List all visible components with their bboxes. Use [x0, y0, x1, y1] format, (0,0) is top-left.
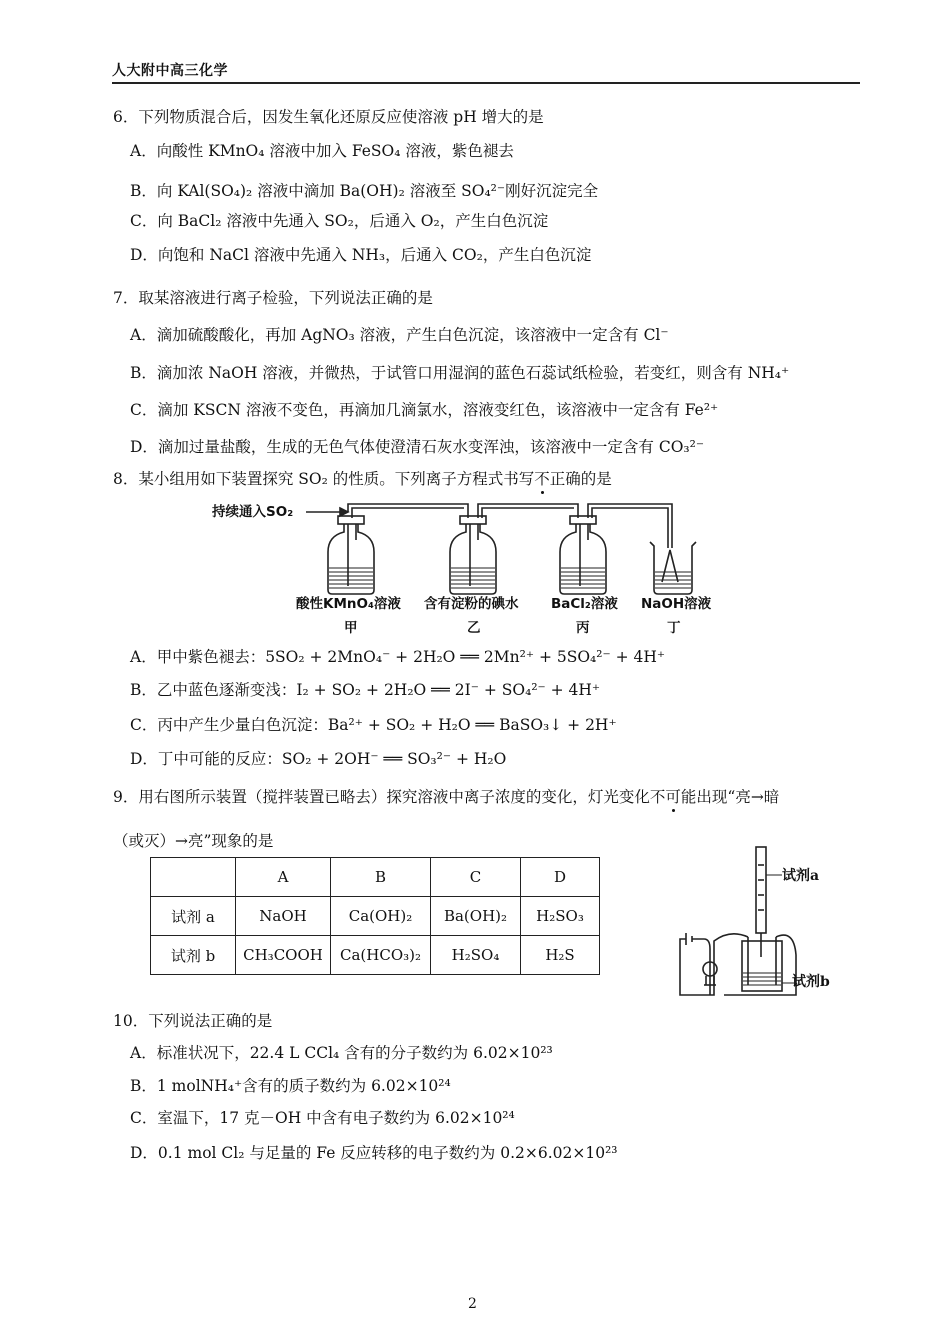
q6-stem: 6．下列物质混合后，因发生氧化还原反应使溶液 pH 增大的是	[113, 108, 544, 126]
table-cell: Ca(HCO₃)₂	[331, 936, 431, 975]
q9-stem-post: 出现“亮→暗	[696, 788, 780, 806]
bottle-jia-name: 甲	[344, 620, 358, 636]
q10-option-b: B．1 molNH₄⁺含有的质子数约为 6.02×10²⁴	[130, 1077, 451, 1095]
q10-option-c: C．室温下，17 克－OH 中含有电子数约为 6.02×10²⁴	[130, 1109, 515, 1127]
q6-option-d: D．向饱和 NaCl 溶液中先通入 NH₃，后通入 CO₂，产生白色沉淀	[130, 246, 592, 264]
table-header-cell: A	[236, 858, 331, 897]
q8-stem-post: 正确的是	[549, 470, 612, 488]
so2-apparatus-diagram	[210, 490, 730, 640]
page-header: 人大附中高三化学	[112, 60, 860, 84]
q8-stem-emphasis: 不	[534, 470, 550, 488]
q9-stem-line1	[113, 786, 779, 808]
beaker-ding-solution: NaOH溶液	[641, 596, 712, 612]
q8-option-d: D．丁中可能的反应：SO₂ + 2OH⁻ ══ SO₃²⁻ + H₂O	[130, 750, 507, 768]
q7-option-a: A．滴加硫酸酸化，再加 AgNO₃ 溶液，产生白色沉淀，该溶液中一定含有 Cl⁻	[130, 326, 669, 344]
q7-option-c: C．滴加 KSCN 溶液不变色，再滴加几滴氯水，溶液变红色，该溶液中一定含有 Fe²⁺	[130, 401, 719, 419]
q10-option-a: A．标准状况下，22.4 L CCl₄ 含有的分子数约为 6.02×10²³	[130, 1044, 553, 1062]
bottle-bing-name: 丙	[576, 620, 590, 636]
table-header-cell: D	[521, 858, 600, 897]
q6-option-b: B．向 KAl(SO₄)₂ 溶液中滴加 Ba(OH)₂ 溶液至 SO₄²⁻刚好沉淀完全	[130, 182, 599, 200]
table-cell: Ba(OH)₂	[431, 897, 521, 936]
table-cell: NaOH	[236, 897, 331, 936]
q10-option-d: D．0.1 mol Cl₂ 与足量的 Fe 反应转移的电子数约为 0.2×6.02×10²³	[130, 1144, 618, 1162]
table-header-cell: C	[431, 858, 521, 897]
table-header-row	[151, 858, 600, 897]
table-cell: 试剂 b	[151, 936, 236, 975]
q7-option-d: D．滴加过量盐酸，生成的无色气体使澄清石灰水变浑浊，该溶液中一定含有 CO₃²⁻	[130, 438, 705, 456]
q9-stem-line2: （或灭）→亮”现象的是	[113, 832, 274, 850]
q8-option-b: B．乙中蓝色逐渐变浅：I₂ + SO₂ + 2H₂O ══ 2I⁻ + SO₄²⁻ + 4H⁺	[130, 681, 601, 699]
table-header-cell: B	[331, 858, 431, 897]
reagent-a-label: 试剂a	[782, 868, 820, 884]
reagent-table	[150, 857, 600, 975]
table-cell: Ca(OH)₂	[331, 897, 431, 936]
q6-option-c: C．向 BaCl₂ 溶液中先通入 SO₂，后通入 O₂，产生白色沉淀	[130, 212, 549, 230]
q10-stem: 10．下列说法正确的是	[113, 1012, 273, 1030]
bottle-yi-solution: 含有淀粉的碘水	[424, 596, 519, 612]
q8-option-c: C．丙中产生少量白色沉淀：Ba²⁺ + SO₂ + H₂O ══ BaSO₃↓ + 2H⁺	[130, 716, 617, 734]
beaker-ding-name: 丁	[667, 620, 681, 636]
q7-option-b: B．滴加浓 NaOH 溶液，并微热，于试管口用湿润的蓝色石蕊试纸检验，若变红，则含有 NH₄⁺	[130, 364, 790, 382]
q9-stem-pre: 9．用右图所示装置（搅拌装置已略去）探究溶液中离子浓度的变化，灯光变化	[113, 788, 650, 806]
table-row	[151, 936, 600, 975]
table-cell: H₂SO₃	[521, 897, 600, 936]
reagent-b-label: 试剂b	[792, 974, 830, 990]
table-cell: 试剂 a	[151, 897, 236, 936]
conductivity-circuit-diagram	[670, 845, 850, 1005]
q6-option-a: A．向酸性 KMnO₄ 溶液中加入 FeSO₄ 溶液，紫色褪去	[130, 142, 514, 160]
table-cell: H₂SO₄	[431, 936, 521, 975]
table-cell: CH₃COOH	[236, 936, 331, 975]
table-cell: H₂S	[521, 936, 600, 975]
q8-stem-pre: 8．某小组用如下装置探究 SO₂ 的性质。下列离子方程式书写	[113, 470, 535, 488]
bottle-bing-solution: BaCl₂溶液	[551, 596, 618, 612]
q8-stem	[113, 468, 612, 490]
inlet-label: 持续通入SO₂	[212, 504, 294, 520]
bottle-yi-name: 乙	[467, 620, 481, 636]
q7-stem: 7．取某溶液进行离子检验，下列说法正确的是	[113, 289, 433, 307]
bottle-jia-solution: 酸性KMnO₄溶液	[296, 596, 401, 612]
page-number: 2	[468, 1296, 477, 1312]
q8-option-a: A．甲中紫色褪去：5SO₂ + 2MnO₄⁻ + 2H₂O ══ 2Mn²⁺ + 5SO₄²⁻ + 4H⁺	[130, 648, 666, 666]
table-row	[151, 897, 600, 936]
q9-stem-emphasis: 不可能	[649, 788, 697, 806]
table-header-cell	[151, 858, 236, 897]
